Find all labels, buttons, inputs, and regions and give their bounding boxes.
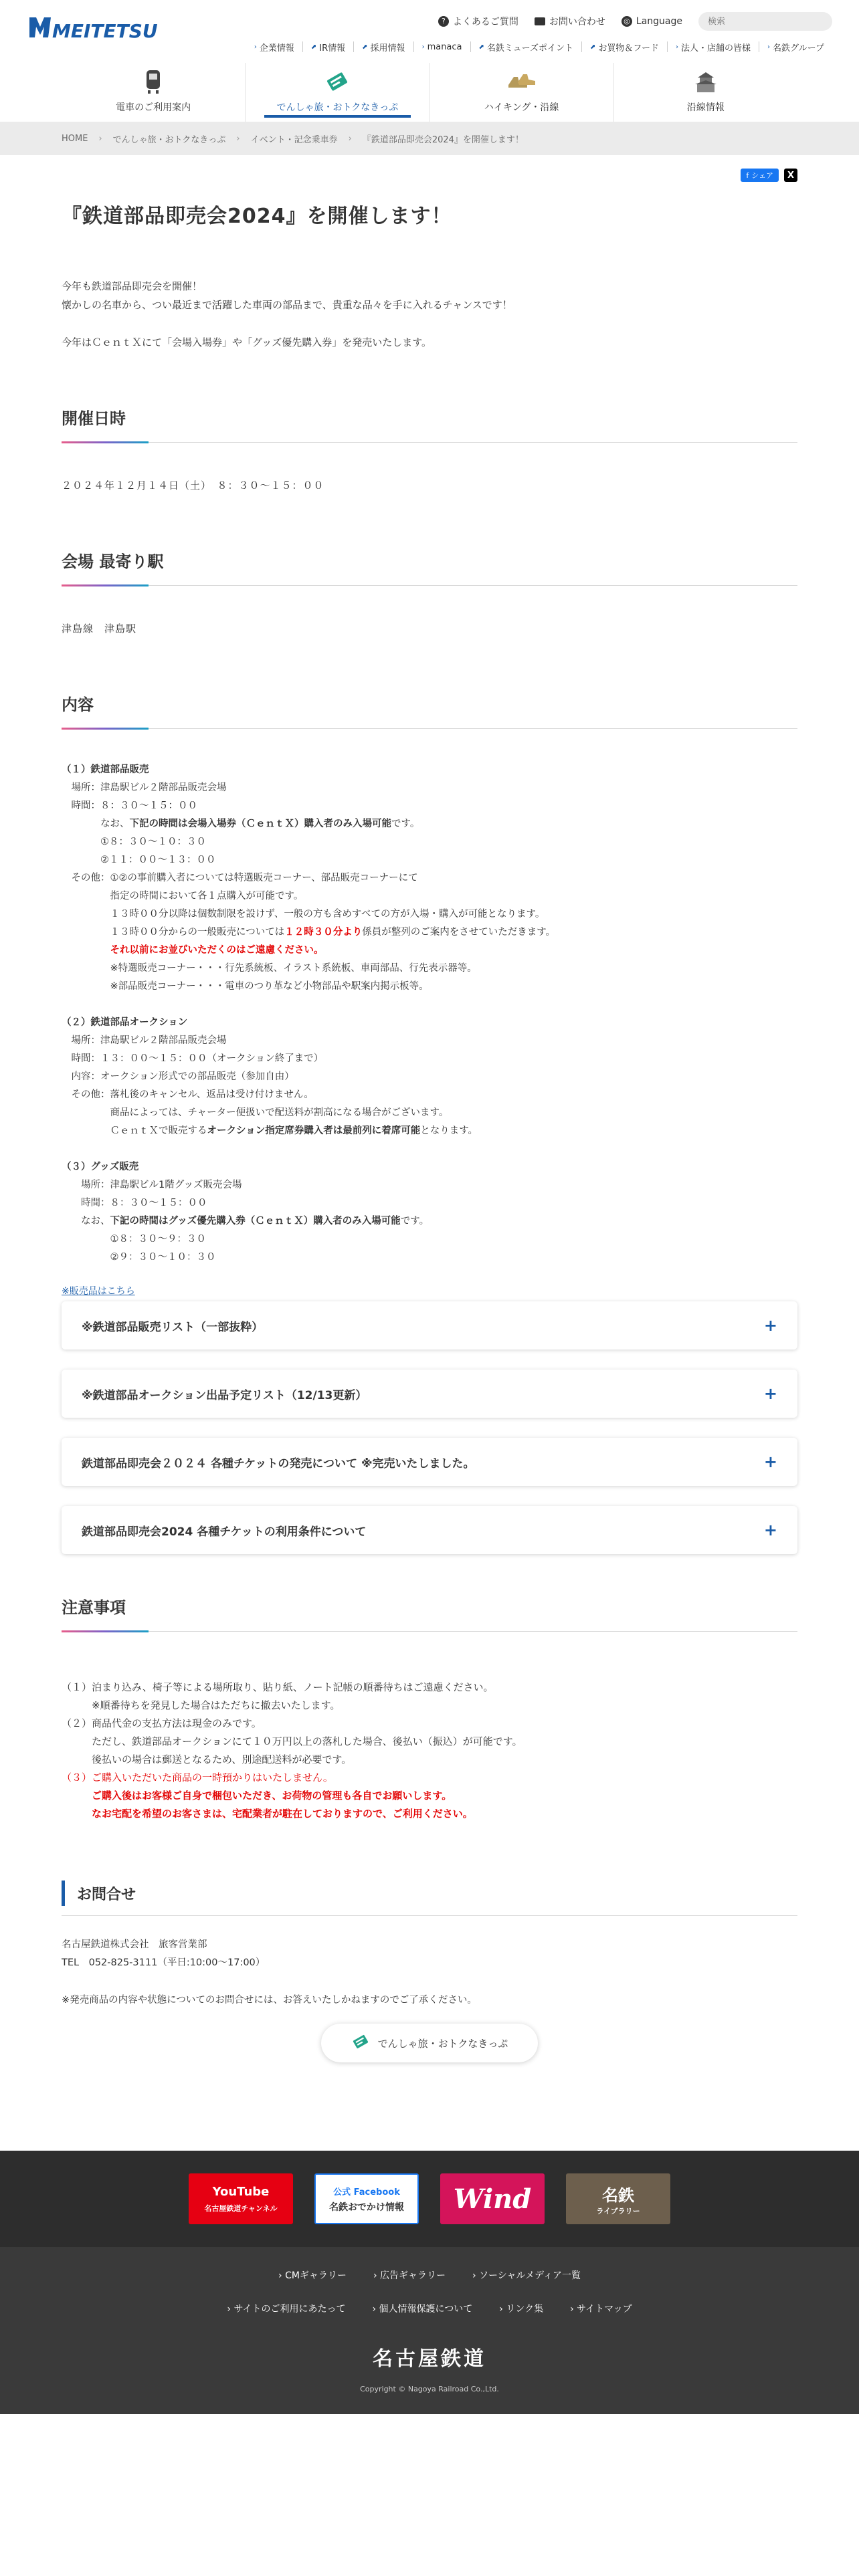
text-line xyxy=(62,1212,797,1230)
section-heading-station: 会場 最寄り駅 xyxy=(62,548,797,586)
line-text: 時間：８：３０～１５：００ xyxy=(62,800,197,811)
line-text: ②９：３０～１０：３０ xyxy=(62,1252,216,1263)
subnav-muse[interactable] xyxy=(470,41,581,52)
back-to-trip-button[interactable] xyxy=(321,2024,538,2062)
accordion-sale-list[interactable] xyxy=(62,1301,797,1350)
plus-icon: + xyxy=(763,1521,777,1539)
question-icon: ? xyxy=(438,16,449,27)
line-text: 内容：オークション形式での部品販売（参加自由） xyxy=(62,1071,294,1082)
line-text: なお、 xyxy=(62,819,130,829)
text-line xyxy=(62,1697,797,1715)
plus-icon: + xyxy=(763,1384,777,1403)
subnav-shopping[interactable] xyxy=(581,41,667,52)
footer-links-row1 xyxy=(0,2247,859,2282)
contact-label: お問い合わせ xyxy=(549,17,605,27)
link-icon: ⬈ xyxy=(478,43,484,51)
text-line xyxy=(62,761,797,779)
line-text: それ以前にお並びいただくのはご遠慮ください。 xyxy=(62,945,324,956)
line-text: です。 xyxy=(400,1216,430,1226)
chevron-right-icon: › xyxy=(348,133,352,144)
logo-text: MEITETSU xyxy=(52,20,158,42)
facebook-share-button[interactable] xyxy=(741,169,779,182)
line-text: となります。 xyxy=(420,1125,478,1136)
text-line xyxy=(62,1104,797,1122)
breadcrumb-home[interactable]: HOME xyxy=(62,133,88,144)
faq-label: よくあるご質問 xyxy=(452,17,518,27)
footer-cm-gallery[interactable]: › CMギャラリー xyxy=(278,2268,347,2282)
subnav-label: 法人・店舗の皆様 xyxy=(681,43,751,53)
line-text: ①８：３０～９：３０ xyxy=(62,1234,206,1245)
subnav-corporate[interactable] xyxy=(246,41,302,52)
breadcrumb-trip[interactable]: でんしゃ旅・おトクなきっぷ xyxy=(112,134,226,145)
youtube-sub: 名古屋鉄道チャンネル xyxy=(204,2204,278,2213)
line-text: 時間：８：３０～１５：００ xyxy=(62,1198,207,1208)
contact-heading: お問合せ xyxy=(62,1881,797,1906)
line-text: 後払いの場合は郵送となるため、別途配送料が必要です。 xyxy=(62,1753,352,1765)
library-sub: ライブラリー xyxy=(596,2206,640,2216)
link-icon: ⬈ xyxy=(362,43,368,51)
subnav-label: 企業情報 xyxy=(259,43,294,53)
text-line xyxy=(62,1158,797,1176)
faq-link[interactable] xyxy=(438,15,518,28)
line-text: その他：落札後のキャンセル、返品は受け付けません。 xyxy=(62,1089,314,1100)
ticket-icon xyxy=(324,68,351,95)
train-icon xyxy=(140,68,167,95)
line-text: なお宅配を希望のお客さまは、宅配業者が駐在しておりますので、ご利用ください。 xyxy=(62,1808,473,1820)
ticket-icon xyxy=(351,2032,370,2054)
text-line xyxy=(62,1068,797,1086)
text-line xyxy=(62,1751,797,1769)
footer-ad-gallery[interactable]: › 広告ギャラリー xyxy=(373,2268,446,2282)
arrow-icon: › xyxy=(254,43,257,51)
library-banner[interactable] xyxy=(566,2173,670,2224)
line-text: 場所：津島駅ビル1階グッズ販売会場 xyxy=(62,1180,242,1190)
subnav-manaca[interactable] xyxy=(413,41,470,52)
arrow-icon: › xyxy=(767,43,771,51)
footer-links[interactable]: › リンク集 xyxy=(499,2302,543,2315)
text-line xyxy=(62,815,797,833)
subnav-group[interactable] xyxy=(759,41,832,52)
library-label: 名鉄 xyxy=(602,2185,634,2205)
line-text: ①８：３０～１０：３０ xyxy=(62,837,206,847)
line-text: 場所：津島駅ビル２階部品販売会場 xyxy=(62,1035,227,1046)
text-line xyxy=(62,797,797,815)
gnav-label: でんしゃ旅・おトクなきっぷ xyxy=(276,102,399,113)
line-text: その他：①②の事前購入者については特選販売コーナー、部品販売コーナーにて xyxy=(62,873,418,883)
mail-icon xyxy=(535,17,545,25)
line-text: （１）泊まり込み、椅子等による場所取り、貼り紙、ノート記帳の順番待ちはご遠慮ください。 xyxy=(62,1681,494,1693)
intro-line: 今年はＣｅｎｔＸにて「会場入場券」や「グッズ優先購入券」を発売いたします。 xyxy=(62,336,432,348)
text-line xyxy=(62,1249,797,1267)
line-text: 場所：津島駅ビル２階部品販売会場 xyxy=(62,782,227,793)
arrow-icon: › xyxy=(676,43,679,51)
line-text: 係員が整列のご案内をさせていただきます。 xyxy=(362,927,556,938)
gnav-label: ハイキング・沿線 xyxy=(484,102,559,113)
text-line xyxy=(62,1230,797,1249)
accordion-ticket-terms[interactable] xyxy=(62,1506,797,1554)
line-text: 指定の時間において各１点購入が可能です。 xyxy=(62,891,304,901)
contact-tel: TEL 052-825-3111（平日:10:00～17:00） xyxy=(62,1957,266,1968)
accordion xyxy=(62,1301,797,1554)
line-text: １３時００分からの一般販売については xyxy=(62,927,285,938)
line-text: ②１１：００～１３：００ xyxy=(62,855,216,865)
footer-terms[interactable]: › サイトのご利用にあたって xyxy=(227,2302,345,2315)
accordion-label: ※鉄道部品販売リスト（一部抜粋） xyxy=(82,1320,264,1334)
text-line xyxy=(62,905,797,924)
link-icon: ⬈ xyxy=(310,43,317,51)
emphasis-text: オークション指定席券購入者は最前列に着席可能 xyxy=(207,1125,421,1136)
section-heading-date: 開催日時 xyxy=(62,405,797,443)
plus-icon: + xyxy=(763,1316,777,1335)
text-line xyxy=(62,869,797,887)
footer-social[interactable]: › ソーシャルメディア一覧 xyxy=(472,2268,581,2282)
subnav-label: manaca xyxy=(427,41,462,52)
language-label: Language xyxy=(636,16,682,27)
subnav-ir[interactable] xyxy=(302,41,353,52)
chevron-right-icon: › xyxy=(236,133,240,144)
facebook-sub: 名鉄おでかけ情報 xyxy=(329,2202,404,2213)
copyright: Copyright © Nagoya Railroad Co.,Ltd. xyxy=(360,2385,499,2393)
chevron-right-icon: › xyxy=(98,133,102,144)
emphasis-red-text: １２時３０分より xyxy=(284,927,363,938)
line-text: ※順番待ちを発見した場合はただちに撤去いたします。 xyxy=(62,1699,341,1711)
spacer xyxy=(62,1140,797,1158)
nearest-station: 津島線 津島駅 xyxy=(62,623,137,635)
line-text: ※特選販売コーナー・・・行先系統板、イラスト系統板、車両部品、行先表示器等。 xyxy=(62,963,477,974)
line-text: １３時００分以降は個数制限を設けず、一般の方も含めすべての方が入場・購入が可能となります。 xyxy=(62,909,545,920)
text-line xyxy=(62,887,797,905)
text-line xyxy=(62,779,797,797)
text-line xyxy=(62,1715,797,1733)
text-line xyxy=(62,851,797,869)
text-line xyxy=(62,1122,797,1140)
gnav-trip-tickets[interactable] xyxy=(245,63,429,122)
share-buttons xyxy=(741,169,797,182)
text-line xyxy=(62,1194,797,1212)
line-text: ご購入後はお客様ご自身で梱包いただき、お荷物の管理も各自でお願いします。 xyxy=(62,1790,452,1802)
line-text: ただし、鉄道部品オークションにて１０万円以上の落札した場合、後払い（振込）が可能です。 xyxy=(62,1735,522,1747)
line-text: です。 xyxy=(391,819,420,829)
event-date: ２０２４年１２月１４日（土） ８：３０～１５：００ xyxy=(62,479,324,492)
accordion-label: 鉄道部品即売会2024 各種チケットの利用条件について xyxy=(82,1525,367,1539)
line-text: （３）ご購入いただいた商品の一時預かりはいたしません。 xyxy=(62,1772,333,1784)
page-title: 『鉄道部品即売会2024』を開催します！ xyxy=(62,205,452,228)
line-text: 商品によっては、チャーター便扱いで配送料が割高になる場合がございます。 xyxy=(62,1107,449,1118)
line-text: 時間：１３：００～１５：００（オークション終了まで） xyxy=(62,1053,324,1064)
subnav-label: 名鉄グループ xyxy=(773,43,824,53)
breadcrumb-event[interactable]: イベント・記念乗車券 xyxy=(250,134,338,145)
spacer xyxy=(62,996,797,1014)
facebook-icon: f xyxy=(746,171,749,180)
sub-nav xyxy=(246,41,832,52)
gnav-label: 電車のご利用案内 xyxy=(116,102,191,113)
utility-nav xyxy=(438,12,832,31)
footer-links-row2 xyxy=(0,2282,859,2315)
text-line xyxy=(62,978,797,996)
accordion-auction-list[interactable] xyxy=(62,1370,797,1418)
gnav-train-guide[interactable] xyxy=(62,63,245,122)
subnav-recruit[interactable] xyxy=(353,41,413,52)
text-line xyxy=(62,1050,797,1068)
notes-details xyxy=(62,1679,797,1823)
shoes-icon xyxy=(508,68,535,95)
globe-icon: ◎ xyxy=(622,16,632,27)
section-heading-notes: 注意事項 xyxy=(62,1594,797,1632)
contact-note: ※発売商品の内容や状態についてのお問合せには、お答えいたしかねますのでご了承ください。 xyxy=(62,1995,477,2006)
text-line xyxy=(62,1014,797,1032)
emphasis-text: 下記の時間はグッズ優先購入券（ＣｅｎｔＸ）購入者のみ入場可能 xyxy=(110,1216,401,1226)
text-line xyxy=(62,1733,797,1751)
search-input[interactable] xyxy=(698,12,832,31)
line-text: （２）鉄道部品オークション xyxy=(62,1017,188,1028)
gnav-label: 沿線情報 xyxy=(686,102,725,113)
section-heading-content: 内容 xyxy=(62,691,797,729)
content-details xyxy=(62,761,797,1267)
intro-line: 懐かしの名車から、つい最近まで活躍した車両の部品まで、貴重な品々を手に入れるチャンスです！ xyxy=(62,299,512,311)
footer-logo[interactable]: 名古屋鉄道 xyxy=(373,2347,486,2371)
text-line xyxy=(62,924,797,942)
subnav-label: IR情報 xyxy=(319,43,346,53)
divider xyxy=(62,1915,797,1916)
plus-icon: + xyxy=(763,1453,777,1471)
youtube-banner[interactable] xyxy=(189,2173,293,2224)
subnav-label: お買物＆フード xyxy=(598,43,660,53)
breadcrumb xyxy=(0,122,859,155)
x-share-button[interactable]: X xyxy=(784,169,797,182)
line-text: ※部品販売コーナー・・・電車のつり革など小物部品や駅案内掲示板等。 xyxy=(62,981,429,992)
accordion-label: ※鉄道部品オークション出品予定リスト（12/13更新） xyxy=(82,1388,367,1402)
facebook-label: 公式 Facebook xyxy=(333,2187,400,2197)
castle-icon xyxy=(692,68,719,95)
text-line xyxy=(62,1679,797,1697)
youtube-label: YouTube xyxy=(212,2184,270,2199)
back-button-label: でんしゃ旅・おトクなきっぷ xyxy=(377,2037,508,2050)
line-text: （２）商品代金の支払方法は現金のみです。 xyxy=(62,1717,262,1729)
text-line xyxy=(62,1805,797,1823)
text-line xyxy=(62,1769,797,1787)
contact-link[interactable] xyxy=(535,15,605,28)
text-line xyxy=(62,1032,797,1050)
line-text: なお、 xyxy=(62,1216,110,1226)
banner-strip xyxy=(0,2151,859,2247)
gnav-area-info[interactable] xyxy=(613,63,797,122)
site-header xyxy=(0,0,859,122)
contact-company: 名古屋鉄道株式会社 旅客営業部 xyxy=(62,1939,207,1950)
sale-items-link[interactable]: ※販売品はこちら xyxy=(62,1286,135,1297)
footer-sitemap[interactable]: › サイトマップ xyxy=(570,2302,632,2315)
intro-text xyxy=(62,277,797,352)
contact-info xyxy=(62,1936,797,1972)
main-content xyxy=(62,155,797,2062)
subnav-label: 名鉄ミューズポイント xyxy=(486,43,573,53)
subnav-business[interactable] xyxy=(667,41,759,52)
emphasis-text: 下記の時間は会場入場券（ＣｅｎｔＸ）購入者のみ入場可能 xyxy=(129,819,391,829)
text-line xyxy=(62,1086,797,1104)
text-line xyxy=(62,833,797,851)
facebook-banner[interactable] xyxy=(314,2173,419,2224)
gnav-hiking[interactable] xyxy=(430,63,613,122)
text-line xyxy=(62,1787,797,1805)
arrow-icon: › xyxy=(421,43,425,51)
subnav-label: 採用情報 xyxy=(370,43,405,53)
breadcrumb-current: 『鉄道部品即売会2024』を開催します！ xyxy=(362,134,524,145)
line-text: （３）グッズ販売 xyxy=(62,1162,139,1172)
accordion-ticket-sale[interactable] xyxy=(62,1438,797,1486)
meitetsu-logo[interactable] xyxy=(27,11,158,45)
footer-privacy[interactable]: › 個人情報保護について xyxy=(372,2302,472,2315)
global-nav xyxy=(62,63,797,122)
accordion-label: 鉄道部品即売会２０２４ 各種チケットの発売について ※完売いたしました。 xyxy=(82,1457,475,1471)
line-text: ＣｅｎｔＸで販売する xyxy=(62,1125,207,1136)
intro-line: 今年も鉄道部品即売会を開催！ xyxy=(62,280,203,292)
site-footer xyxy=(0,2247,859,2414)
text-line xyxy=(62,960,797,978)
text-line xyxy=(62,1176,797,1194)
text-line xyxy=(62,942,797,960)
language-link[interactable] xyxy=(622,16,682,27)
wind-banner[interactable]: Wind xyxy=(440,2173,545,2224)
fb-share-label: シェア xyxy=(751,171,773,180)
line-text: （１）鉄道部品販売 xyxy=(62,764,149,775)
link-icon: ⬈ xyxy=(590,43,596,51)
